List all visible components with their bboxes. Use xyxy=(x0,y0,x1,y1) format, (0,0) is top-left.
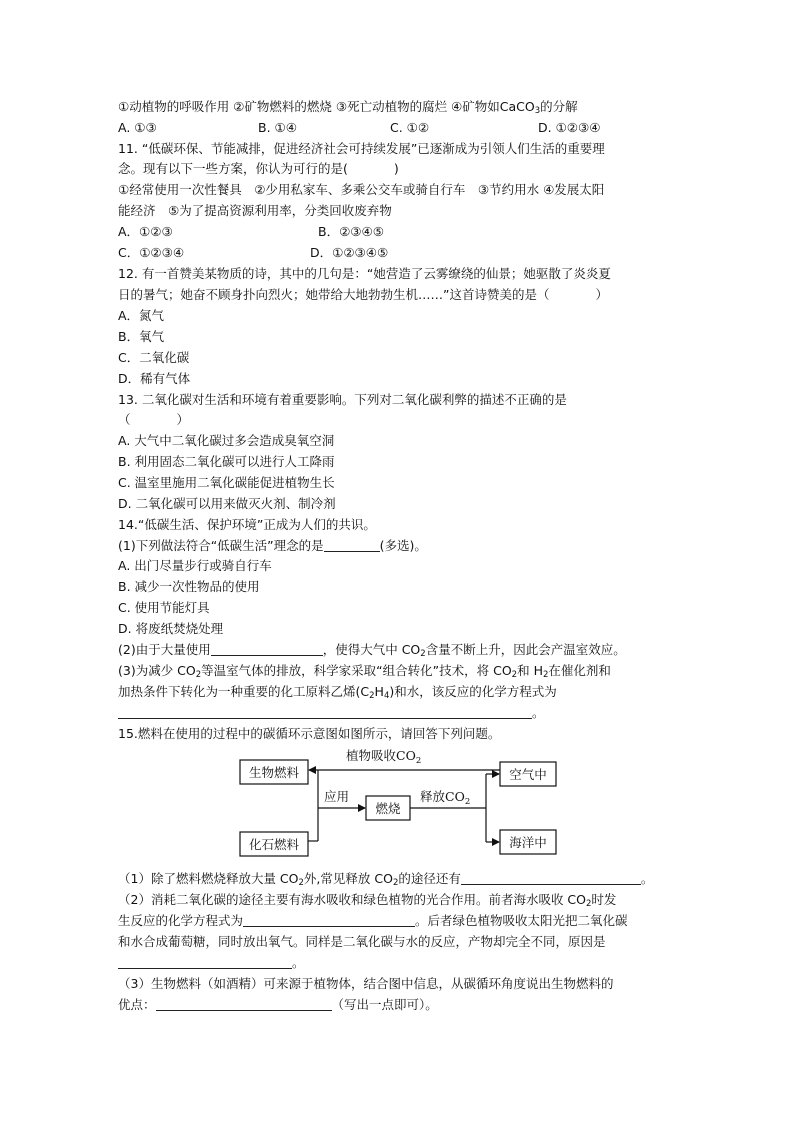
label-air: 空气中 xyxy=(509,767,547,782)
q11-line2 xyxy=(118,160,399,177)
q13-line1: 13. 二氧化碳对生活和环境有着重要影响。下列对二氧化碳利弊的描述不正确的是 xyxy=(118,392,567,407)
label-absorb xyxy=(346,748,421,766)
q15-p3-line1: （3）生物燃料（如酒精）可来源于植物体，结合图中信息，从碳循环角度说出生物燃料的 xyxy=(118,976,614,991)
q14-sub3-end: 。 xyxy=(532,705,545,720)
q15-p1-sub2: 2 xyxy=(392,878,399,888)
q14-sub1 xyxy=(118,537,427,554)
q13-line2 xyxy=(118,411,189,428)
q14-sub2-head: (2)由于大量使用 xyxy=(118,642,211,657)
q11-line1: 11. “低碳环保、节能减排，促进经济社会可持续发展”已逐渐成为引领人们生活的重要理 xyxy=(118,141,605,156)
q14-sub3-line1 xyxy=(118,662,611,679)
q14-sub3-line2 xyxy=(118,683,557,700)
q14-option-c: C. 使用节能灯具 xyxy=(118,600,210,615)
q14-sub3-b-sub: 2 xyxy=(511,670,518,680)
q13-option-b: B. 利用固态二氧化碳可以进行人工降雨 xyxy=(118,454,335,469)
q11-option-a: A．①②③ xyxy=(118,224,173,239)
q12-line2 xyxy=(118,286,608,303)
q15-p2-line2-a: 生反应的化学方程式为 xyxy=(118,913,244,928)
q14-sub3-line2-a: 加热条件下转化为一种重要的化工原料乙烯(C xyxy=(118,684,370,699)
q12-option-a: A．氮气 xyxy=(118,308,165,323)
q15-p1-c: 的途径还有 xyxy=(398,871,461,886)
q14-sub3-line2-c: )和水，该反应的化学方程式为 xyxy=(389,684,557,699)
q10-option-b: B. ①④ xyxy=(258,120,297,135)
q14-option-a: A. 出门尽量步行或骑自行车 xyxy=(118,558,272,573)
q14-sub3-d: 在催化剂和 xyxy=(548,663,611,678)
q11-stem: 念。现有以下一些方案，你认为可行的是( xyxy=(118,161,348,176)
q10-items-text: ①动植物的呼吸作用 ②矿物燃料的燃烧 ③死亡动植物的腐烂 ④矿物如 xyxy=(118,99,500,114)
q15-p1-end: 。 xyxy=(640,871,654,886)
q10-option-d: D. ①②③④ xyxy=(538,120,601,135)
q15-p2-line2 xyxy=(118,912,628,929)
q14-option-b: B. 减少一次性物品的使用 xyxy=(118,579,260,594)
q10-caco3-sub: 3 xyxy=(534,106,541,116)
q14-sub1-tail: (多选)。 xyxy=(379,538,427,553)
q15-p2-line4 xyxy=(118,954,305,971)
q15-p2-end: 。 xyxy=(292,955,305,970)
q10-option-a: A. ①③ xyxy=(118,120,157,135)
q13-paren-open: （ xyxy=(118,412,131,427)
q12-option-c: C．二氧化碳 xyxy=(118,350,190,365)
q12-option-b: B．氧气 xyxy=(118,329,165,344)
q14-sub2 xyxy=(118,641,626,658)
q15-p2-blank[interactable] xyxy=(243,913,415,927)
q14-sub1-blank[interactable] xyxy=(324,538,380,552)
q15-p2-line1-sub: 2 xyxy=(586,899,592,909)
q14-sub1-stem: (1)下列做法符合“低碳生活”理念的是 xyxy=(118,538,324,553)
label-fossil: 化石燃料 xyxy=(248,837,300,852)
q15-p2-line3: 和水合成葡萄糖，同时放出氧气。同样是二氧化碳与水的反应，产物却完全不同，原因是 xyxy=(118,934,606,949)
q15-p1-sub1: 2 xyxy=(298,878,304,888)
q13-option-d: D. 二氧化碳可以用来做灭火剂、制冷剂 xyxy=(118,496,336,511)
q12-stem: 日的暑气；她奋不顾身扑向烈火；她带给大地勃勃生机……”这首诗赞美的是（ xyxy=(118,287,550,302)
q10-option-c: C. ①② xyxy=(390,120,430,135)
q14-sub3-c-sub: 2 xyxy=(542,670,549,680)
q14-sub3-b: 等温室气体的排放，科学家采取“组合转化”技术，将 CO xyxy=(201,663,512,678)
label-biofuel: 生物燃料 xyxy=(248,765,300,780)
q14-sub3-line2-sub1: 2 xyxy=(369,691,375,701)
q15-p3-blank[interactable] xyxy=(156,997,332,1011)
q15-p3-line2 xyxy=(118,996,438,1013)
q15-p1-a: （1）除了燃料燃烧释放大量 CO xyxy=(118,871,299,886)
q14-sub3-line2-sub2: 4 xyxy=(383,691,390,701)
q13-option-a: A. 大气中二氧化碳过多会造成臭氧空洞 xyxy=(118,433,335,448)
q12-line1: 12. 有一首赞美某物质的诗，其中的几句是：“她营造了云雾缭绕的仙景；她驱散了炎炎夏 xyxy=(118,266,611,281)
q12-paren-close: ） xyxy=(595,287,608,302)
q11-option-b: B．②③④⑤ xyxy=(318,224,384,239)
label-release-text: 释放CO xyxy=(420,789,465,804)
carbon-cycle-diagram xyxy=(234,746,564,864)
q14-sub2-sub: 2 xyxy=(420,649,426,659)
q14-sub3-blank[interactable] xyxy=(118,705,532,719)
q14-line1: 14.“低碳生活、保护环境”正成为人们的共识。 xyxy=(118,517,376,532)
q15-line1: 15.燃料在使用的过程中的碳循环示意图如图所示，请回答下列问题。 xyxy=(118,726,501,741)
q14-sub3-c: 和 H xyxy=(517,663,543,678)
label-absorb-text: 植物吸收CO xyxy=(346,748,416,763)
q14-sub3-line2-b: H xyxy=(374,684,384,699)
q10-items-tail: 的分解 xyxy=(540,99,578,114)
q15-p2-line1 xyxy=(118,891,616,908)
label-burn: 燃烧 xyxy=(375,801,401,816)
q10-items xyxy=(118,98,578,115)
q15-p3-line2-a: 优点： xyxy=(118,997,156,1012)
q15-p2-line1-a: （2）消耗二氧化碳的途径主要有海水吸收和绿色植物的光合作用。前者海水吸收 CO xyxy=(118,892,586,907)
q12-option-d: D．稀有气体 xyxy=(118,371,191,386)
q14-option-d: D. 将废纸焚烧处理 xyxy=(118,621,224,636)
q13-paren-close: ） xyxy=(176,412,190,427)
q11-option-c: C．①②③④ xyxy=(118,245,185,260)
q11-line3: ①经常使用一次性餐具 ②少用私家车、多乘公交车或骑自行车 ③节约用水 ④发展太阳 xyxy=(118,182,605,197)
label-release xyxy=(420,789,470,807)
label-ocean: 海洋中 xyxy=(509,835,547,850)
q15-p2-line2-b: 。后者绿色植物吸收太阳光把二氧化碳 xyxy=(415,913,628,928)
q15-p1 xyxy=(118,870,653,887)
q15-p1-blank[interactable] xyxy=(461,871,641,885)
q15-p3-line2-b: （写出一点即可）。 xyxy=(331,997,438,1012)
q13-option-c: C. 温室里施用二氧化碳能促进植物生长 xyxy=(118,475,335,490)
label-absorb-sub: 2 xyxy=(415,756,422,766)
q14-sub2-mid: ，使得大气中 CO xyxy=(322,642,421,657)
q11-line4: 能经济 ⑤为了提高资源利用率，分类回收废弃物 xyxy=(118,203,392,218)
label-release-sub: 2 xyxy=(464,797,471,807)
q15-p2-line1-b: 时发 xyxy=(591,892,617,907)
q11-option-d: D．①②③④⑤ xyxy=(310,245,389,260)
q11-paren-close: ) xyxy=(393,161,399,176)
q15-p1-b: 外,常见释放 CO xyxy=(303,871,393,886)
q14-sub2-blank[interactable] xyxy=(211,642,323,656)
q14-sub3-a-sub: 2 xyxy=(195,670,202,680)
q14-sub2-tail: 含量不断上升，因此会产温室效应。 xyxy=(425,642,626,657)
q10-caco3: CaCO xyxy=(499,99,535,114)
q14-sub3-a: (3)为减少 CO xyxy=(118,663,196,678)
q14-sub3-answer xyxy=(118,704,545,721)
q15-p2-reason-blank[interactable] xyxy=(118,955,292,969)
label-apply: 应用 xyxy=(324,789,350,804)
